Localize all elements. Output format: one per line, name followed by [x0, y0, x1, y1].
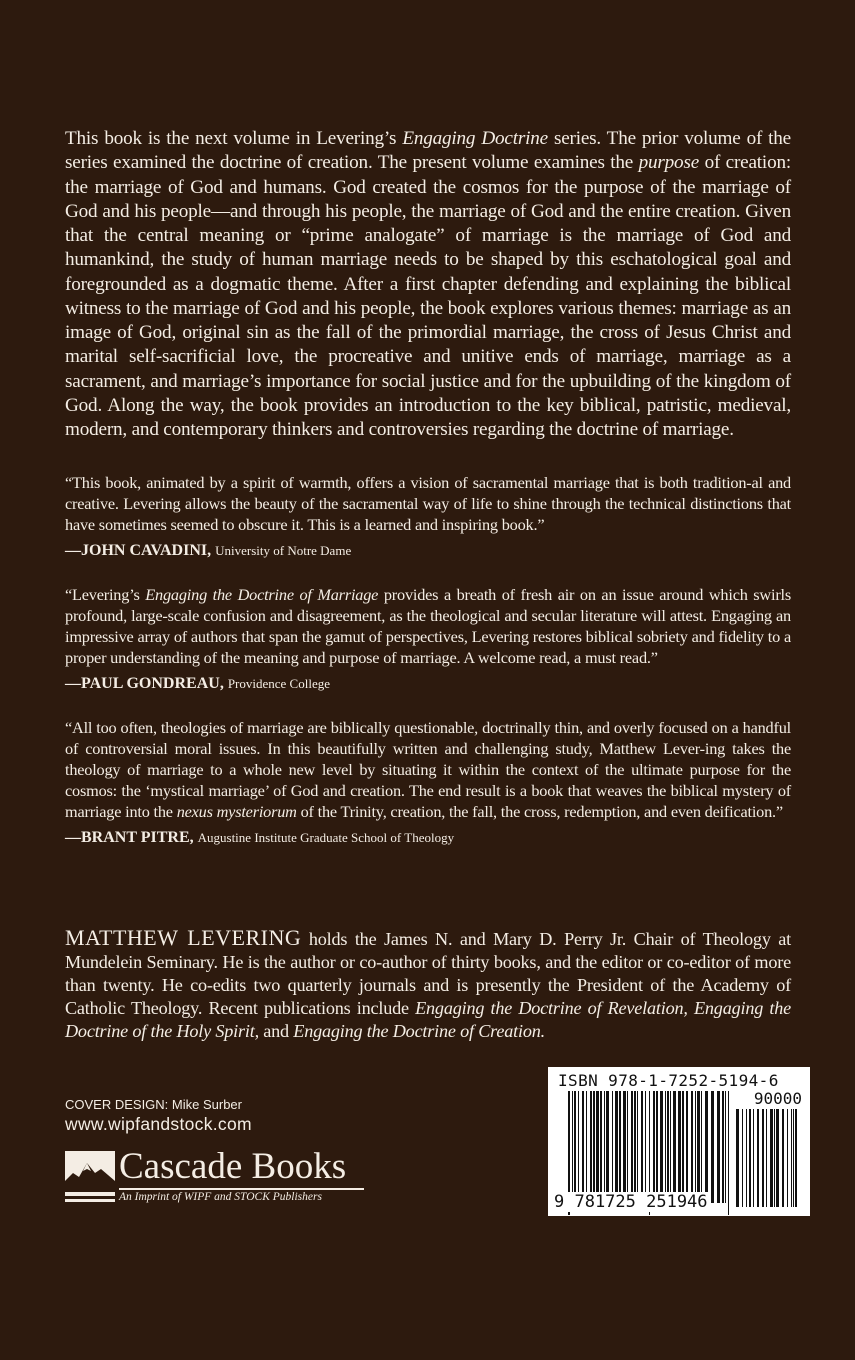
footer [65, 1067, 810, 1216]
description-paragraph [65, 127, 791, 442]
endorser-affiliation: Providence College [227, 676, 330, 692]
barcode-bar [787, 1109, 788, 1207]
barcode-bar [574, 1091, 576, 1203]
barcode-bar [627, 1091, 628, 1203]
endorsement-attribution [65, 828, 791, 848]
barcode-bar [749, 1109, 751, 1207]
barcode-bar [776, 1109, 779, 1207]
text-segment: holds the James N. and Mary D. Perry Jr. Chair of Theology at Mundelein Seminary. He is the author or co-author of thirty books, and the editor or co-editor of more than twenty. He co-edits two quarterly journals and is presently the President of the Academy of Catholic Theology. Recent publications include [65, 929, 792, 1019]
barcode-bar [619, 1091, 621, 1203]
barcode-bar [757, 1109, 759, 1207]
mountain-icon [65, 1151, 115, 1205]
barcode-bar [656, 1091, 658, 1203]
publisher-name: Cascade Books [119, 1146, 347, 1188]
italic-text: nexus mysteriorum [176, 802, 297, 822]
barcode-bar [604, 1091, 605, 1203]
text-segment: “All too often, theologies of marriage are biblically questionable, doctrinally thin, and overly focused on a handful of controversial moral issues. In this beautifully written and challenging study, Matthew Lever-ing takes the theology of marriage to a whole new level by situating it within the context of the ultimate purpose for the cosmos: the ‘mystical marriage’ of God and creation. The end result is a book that weaves the biblical mystery of marriage into the [65, 718, 791, 822]
barcode-bar [717, 1091, 720, 1203]
barcode-bar [653, 1091, 655, 1203]
barcode-bar [766, 1109, 767, 1207]
text-segment: series. The prior volume of the series examined the doctrine of creation. The present volume examines the [65, 128, 791, 174]
endorsement-quote [65, 584, 791, 668]
barcode-bar [742, 1109, 743, 1207]
italic-text: Engaging the Doctrine of Marriage [145, 585, 379, 605]
italic-text: Engaging the Doctrine of Revelation, Engaging the Doctrine of the Holy Spirit, [65, 998, 791, 1042]
barcode-bar [722, 1091, 724, 1203]
barcode-bar [673, 1091, 676, 1203]
barcode-bar [631, 1091, 633, 1203]
endorser-name: —PAUL GONDREAU, [65, 675, 224, 693]
ean-digits: 9 781725 251946 [554, 1192, 708, 1213]
endorser-affiliation: University of Notre Dame [215, 543, 352, 559]
barcode-bar [725, 1091, 726, 1203]
barcode-bar [623, 1091, 626, 1203]
barcode-bar [795, 1109, 797, 1207]
text-segment: This book is the next volume in Levering’s [65, 128, 403, 149]
text-segment: and [258, 1021, 294, 1042]
barcode-bar [572, 1091, 573, 1203]
barcode-bar [770, 1109, 773, 1207]
isbn-barcode [548, 1067, 810, 1216]
endorsement-quote [65, 472, 791, 535]
text-segment: provides a breath of fresh air on an issue around which swirls profound, large-scale confusion and disagreement, as the theological and secular literature will attest. Engaging an impressive array of authors that span the gamut of perspectives, Levering restores biblical sobriety and fidelity to a proper understanding of the meaning and purpose of marriage. A welcome read, a must read.” [65, 585, 791, 668]
endorser-name: —BRANT PITRE, [65, 829, 194, 847]
price-code: 90000 [753, 1089, 802, 1109]
isbn-label: ISBN 978-1-7252-5194-6 [558, 1071, 779, 1091]
barcode-bar [641, 1091, 643, 1203]
back-cover-content [65, 0, 802, 1256]
barcode-bar [791, 1109, 792, 1207]
text-segment: “Levering’s [65, 585, 146, 605]
barcode-bar [606, 1091, 609, 1203]
barcode-bar [678, 1091, 681, 1203]
barcode-bar [736, 1109, 739, 1207]
barcode-bar [586, 1091, 587, 1203]
barcode-bar [578, 1091, 579, 1203]
barcode-bar [762, 1109, 764, 1207]
endorser-affiliation: Augustine Institute Graduate School of Theology [197, 830, 455, 846]
barcode-bar [600, 1091, 602, 1203]
barcode-bar [582, 1091, 584, 1203]
barcode-bar [665, 1091, 666, 1203]
barcode-bar [670, 1091, 671, 1203]
barcode-bar [596, 1091, 599, 1203]
barcode-bar [695, 1091, 696, 1203]
barcode-bar [612, 1091, 613, 1203]
author-name: MATTHEW LEVERING [65, 925, 302, 951]
barcode-bar [701, 1091, 702, 1203]
barcode-bar [590, 1091, 592, 1203]
endorsement-attribution [65, 541, 791, 561]
barcode-bar [746, 1109, 747, 1207]
barcode-bar [660, 1091, 663, 1203]
text-segment: of creation: the marriage of God and humans. God created the cosmos for the purpose of the marriage of God and his people—and through his people, the marriage of God and the entire creation. Given that the central meaning or “prime analogate” of marriage is the marriage of God and humankind, the study of human marriage needs to be shaped by this eschatological goal and foregrounded as a dogmatic theme. After a first chapter defending and explaining the biblical witness to the marriage of God and his people, the book explores various themes: marriage as an image of God, original sin as the fall of the primordial marriage, the cross of Jesus Christ and marital self-sacrificial love, the procreative and unitive ends of marriage, marriage as a sacrament, and marriage’s importance for social justice and for the upbuilding of the kingdom of God. Along the way, the book provides an introduction to the key biblical, patristic, medieval, modern, and contemporary thinkers and controversies regarding the doctrine of marriage. [65, 152, 791, 440]
barcode-bar [697, 1091, 700, 1203]
barcode-bar [615, 1091, 618, 1203]
barcode-bar [691, 1091, 693, 1203]
barcode-bar [774, 1109, 775, 1207]
barcode-bar [667, 1091, 669, 1203]
endorsement-quote [65, 717, 791, 822]
barcode-bar [753, 1109, 754, 1207]
publisher-imprint: An Imprint of WIPF and STOCK Publishers [119, 1191, 322, 1204]
barcode-bar [682, 1091, 684, 1203]
barcode-bar [782, 1109, 784, 1207]
italic-text: Engaging Doctrine [402, 128, 548, 149]
barcode-bar [793, 1109, 794, 1207]
barcode-bar [634, 1091, 636, 1203]
barcode-bar [728, 1091, 729, 1215]
barcode-bar [637, 1091, 638, 1203]
barcode-bar [645, 1091, 646, 1203]
endorsement-attribution [65, 674, 791, 694]
author-bio [65, 926, 791, 1043]
cover-design-credit: COVER DESIGN: Mike Surber [65, 1097, 242, 1113]
text-segment: “This book, animated by a spirit of warmth, offers a vision of sacramental marriage that is both tradition-al and creative. Levering allows the beauty of the sacramental way of life to shine through the technical distinctions that have sometimes seemed to obscure it. This is a learned and inspiring book.” [65, 473, 791, 535]
italic-text: purpose [638, 152, 700, 174]
barcode-bar [593, 1091, 595, 1203]
barcode-bar [711, 1091, 714, 1203]
publisher-website[interactable]: www.wipfandstock.com [65, 1114, 252, 1135]
text-segment: of the Trinity, creation, the fall, the cross, redemption, and even deification.” [296, 802, 783, 822]
barcode-bar [705, 1091, 708, 1203]
endorser-name: —JOHN CAVADINI, [65, 542, 212, 560]
italic-text: Engaging the Doctrine of Creation. [293, 1021, 545, 1042]
publisher-info [65, 1067, 548, 1205]
publisher-logo [65, 1146, 365, 1205]
barcode-bar [686, 1091, 688, 1203]
